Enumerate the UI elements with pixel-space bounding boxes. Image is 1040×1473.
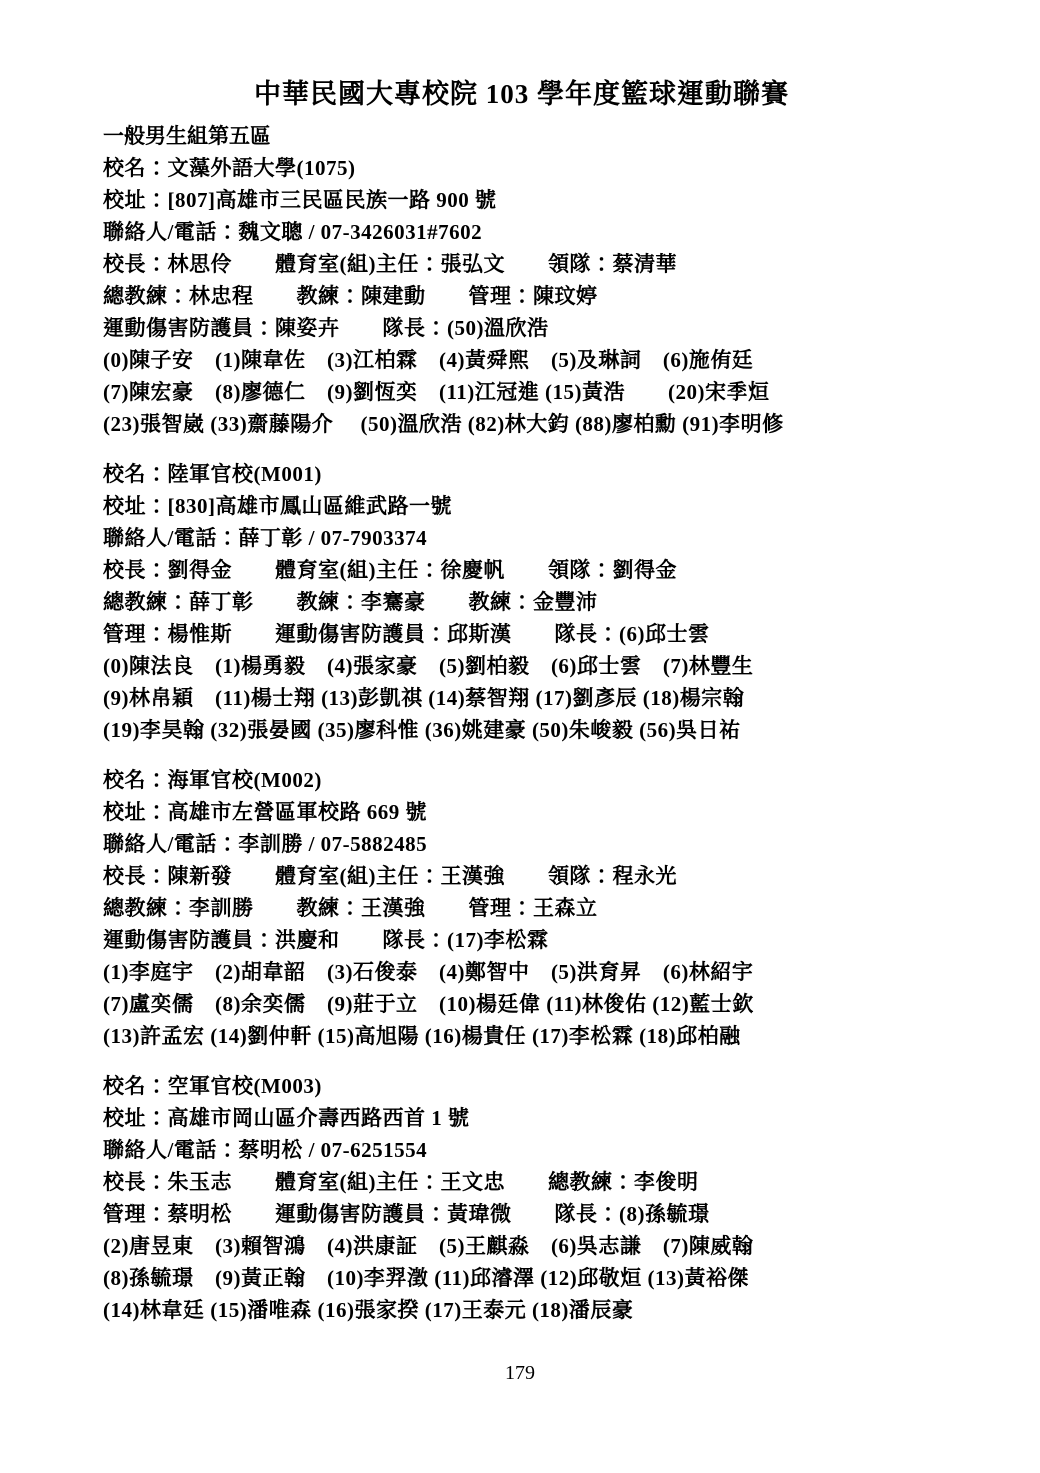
team-info-line: 總教練：薛丁彰 教練：李騫豪 教練：金豐沛	[103, 590, 598, 614]
team-info-line: 總教練：林忠程 教練：陳建動 管理：陳玟婷	[103, 284, 598, 308]
team-info-line: 校長：朱玉志 體育室(組)主任：王文忠 總教練：李俊明	[103, 1170, 699, 1194]
teams-list	[103, 152, 980, 1326]
team-info-line: 校址：[807]高雄市三民區民族一路 900 號	[103, 188, 497, 212]
team-info-line: 校名：空軍官校(M003)	[103, 1074, 322, 1098]
team-info-line: 管理：楊惟斯 運動傷害防護員：邱斯漢 隊長：(6)邱士雲	[103, 622, 710, 646]
team-info-line: 校長：劉得金 體育室(組)主任：徐慶帆 領隊：劉得金	[103, 558, 677, 582]
team-info-line: 校名：文藻外語大學(1075)	[103, 156, 356, 180]
team-roster-line: (14)林韋廷 (15)潘唯森 (16)張家揆 (17)王泰元 (18)潘辰豪	[103, 1298, 634, 1322]
team-roster-line: (7)盧奕儒 (8)余奕儒 (9)莊于立 (10)楊廷偉 (11)林俊佑 (12)藍士欽	[103, 992, 754, 1016]
team-roster-line: (2)唐昱東 (3)賴智鴻 (4)洪康証 (5)王麒淼 (6)吳志謙 (7)陳威翰	[103, 1234, 754, 1258]
team-block	[103, 1070, 980, 1326]
team-info-line: 校名：海軍官校(M002)	[103, 768, 322, 792]
team-roster-line: (13)許孟宏 (14)劉仲軒 (15)高旭陽 (16)楊貴任 (17)李松霖 (18)邱柏融	[103, 1024, 741, 1048]
team-info-line: 聯絡人/電話：李訓勝 / 07-5882485	[103, 832, 428, 856]
team-info-line: 校址：高雄市岡山區介壽西路西首 1 號	[103, 1106, 470, 1130]
team-block	[103, 764, 980, 1052]
team-info-line: 校址：[830]高雄市鳳山區維武路一號	[103, 494, 452, 518]
team-info-line: 運動傷害防護員：洪慶和 隊長：(17)李松霖	[103, 928, 549, 952]
team-info-line: 聯絡人/電話：薛丁彰 / 07-7903374	[103, 526, 428, 550]
team-roster-line: (7)陳宏豪 (8)廖德仁 (9)劉恆奕 (11)江冠進 (15)黃浩 (20)宋季烜	[103, 380, 770, 404]
division-label: 一般男生組第五區	[103, 124, 271, 148]
team-roster-line: (0)陳子安 (1)陳韋佐 (3)江柏霖 (4)黃舜熙 (5)及琳詞 (6)施侑廷	[103, 348, 754, 372]
team-info-line: 校長：林思伶 體育室(組)主任：張弘文 領隊：蔡清華	[103, 252, 677, 276]
team-info-line: 校址：高雄市左營區軍校路 669 號	[103, 800, 427, 824]
team-roster-line: (1)李庭宇 (2)胡韋韶 (3)石俊泰 (4)鄭智中 (5)洪育昇 (6)林紹宇	[103, 960, 754, 984]
team-info-line: 管理：蔡明松 運動傷害防護員：黃瑋微 隊長：(8)孫毓璟	[103, 1202, 710, 1226]
team-roster-line: (23)張智崴 (33)齋藤陽介 (50)溫欣浩 (82)林大鈞 (88)廖柏勳 (91)李明修	[103, 412, 784, 436]
team-info-line: 總教練：李訓勝 教練：王漢強 管理：王森立	[103, 896, 598, 920]
team-roster-line: (9)林帛穎 (11)楊士翔 (13)彭凱祺 (14)蔡智翔 (17)劉彥辰 (18)楊宗翰	[103, 686, 745, 710]
team-roster-line: (8)孫毓璟 (9)黃正翰 (10)李羿澂 (11)邱濬澤 (12)邱敬烜 (13)黃裕傑	[103, 1266, 750, 1290]
team-roster-line: (0)陳法良 (1)楊勇毅 (4)張家豪 (5)劉柏毅 (6)邱士雲 (7)林豐生	[103, 654, 754, 678]
page-title: 中華民國大專校院 103 學年度籃球運動聯賽	[254, 79, 789, 109]
team-info-line: 校名：陸軍官校(M001)	[103, 462, 322, 486]
team-info-line: 校長：陳新發 體育室(組)主任：王漢強 領隊：程永光	[103, 864, 677, 888]
team-info-line: 運動傷害防護員：陳姿卉 隊長：(50)溫欣浩	[103, 316, 549, 340]
team-block	[103, 458, 980, 746]
team-block	[103, 152, 980, 440]
team-roster-line: (19)李昊翰 (32)張晏國 (35)廖科惟 (36)姚建豪 (50)朱峻毅 (56)吳日祐	[103, 718, 741, 742]
team-info-line: 聯絡人/電話：魏文聰 / 07-3426031#7602	[103, 220, 483, 244]
page-number: 179	[505, 1362, 535, 1384]
team-info-line: 聯絡人/電話：蔡明松 / 07-6251554	[103, 1138, 428, 1162]
